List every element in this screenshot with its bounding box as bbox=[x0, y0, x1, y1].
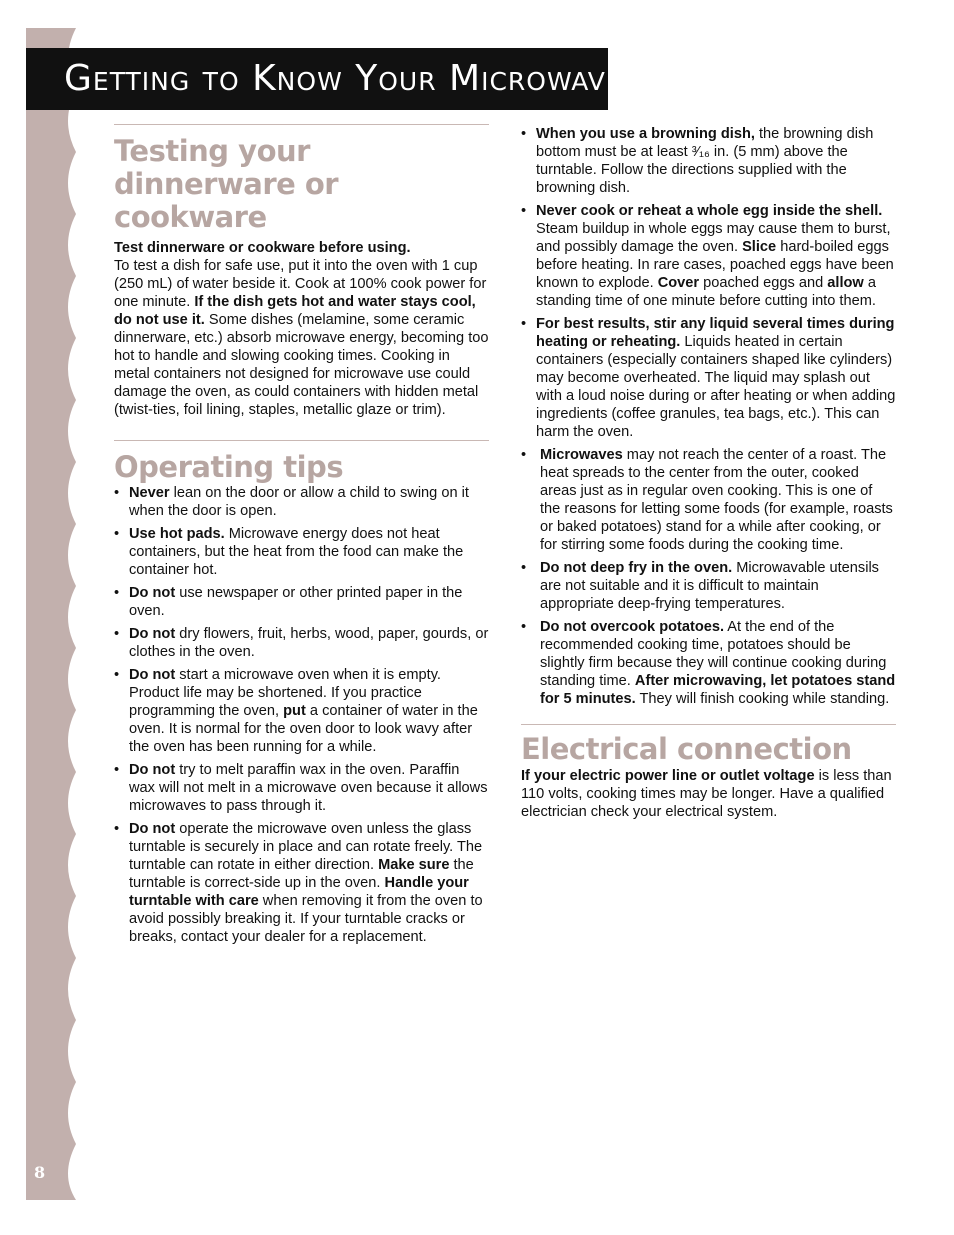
list-item: • When you use a browning dish, the browning dish bottom must be at least ³⁄₁₆ in. (5 mm) above the turntable. Follow the directions supplied with the browning dish. bbox=[521, 126, 874, 196]
list-item: • Do not deep fry in the oven. Microwavable utensils are not suitable and it is difficult to maintain appropriate deep-frying temperatures. bbox=[521, 560, 879, 612]
operating-tips-list bbox=[114, 484, 489, 946]
bullet-icon: • bbox=[521, 316, 527, 332]
bullet-icon: • bbox=[521, 619, 527, 635]
bullet-icon: • bbox=[521, 203, 527, 219]
list-item: • Do not start a microwave oven when it is empty. Product life may be shortened. If you practice programming the oven, put a container of water in the oven. It is normal for the oven door to look wavy after the oven has been running for a while. bbox=[114, 667, 478, 755]
list-item: • Never lean on the door or allow a child to swing on it when the door is open. bbox=[114, 485, 469, 519]
right-tips-list bbox=[521, 125, 896, 708]
list-item: • Do not use newspaper or other printed paper in the oven. bbox=[114, 585, 463, 619]
bullet-icon: • bbox=[521, 447, 527, 463]
page-number: 8 bbox=[34, 1163, 46, 1182]
testing-paragraph bbox=[114, 239, 489, 419]
list-item: • Do not dry flowers, fruit, herbs, wood, paper, gourds, or clothes in the oven. bbox=[114, 626, 489, 660]
bullet-icon: • bbox=[114, 526, 120, 542]
section-divider bbox=[521, 724, 896, 725]
bullet-icon: • bbox=[521, 560, 527, 576]
bullet-icon: • bbox=[114, 821, 120, 837]
testing-text-cont: Some dishes (melamine, some ceramic dinnerware, etc.) absorb microwave energy, becoming too hot to handle and slowing cooking times. Cooking in metal containers not designed for microwave use could damage the oven, as could containers with hidden metal (twist-ties, foil lining, staples, metallic glaze or trim). bbox=[114, 312, 489, 418]
left-column bbox=[114, 124, 489, 951]
list-item: • Do not operate the microwave oven unless the glass turntable is securely in place and can rotate freely. The turntable can rotate in either direction. Make sure the turntable is correct-side up in the oven. Handle your turntable with care when removing it from the oven to avoid possibly breaking it. If your turntable cracks or breaks, contact your dealer for a replacement. bbox=[114, 821, 483, 945]
right-column bbox=[521, 125, 896, 821]
bullet-icon: • bbox=[114, 585, 120, 601]
list-item: • Microwaves may not reach the center of a roast. The heat spreads to the center from the outer, cooked areas just as in regular oven cooking. This is one of the reasons for letting some foods (for example, roasts or baked potatoes) stand for a while after cooking, or for stirring some foods during the cooking time. bbox=[521, 447, 893, 553]
testing-heading: Testing your dinnerware or cookware bbox=[114, 134, 339, 234]
bullet-icon: • bbox=[114, 762, 120, 778]
bullet-icon: • bbox=[114, 485, 120, 501]
bullet-icon: • bbox=[114, 626, 120, 642]
decorative-wavy-band bbox=[26, 28, 86, 1200]
section-divider bbox=[114, 124, 489, 125]
bullet-icon: • bbox=[114, 667, 120, 683]
testing-lead: Test dinnerware or cookware before using. bbox=[114, 240, 411, 256]
list-item: • Do not try to melt paraffin wax in the oven. Paraffin wax will not melt in a microwave oven because it allows microwaves to pass through it. bbox=[114, 762, 488, 814]
page-title: Getting to Know Your Microwave Oven bbox=[64, 58, 720, 99]
section-divider bbox=[114, 440, 489, 441]
list-item: • Do not overcook potatoes. At the end of the recommended cooking time, potatoes should be slightly firm because they will continue cooking during standing time. After microwaving, let potatoes stand for 5 minutes. They will finish cooking while standing. bbox=[521, 619, 896, 707]
page-title-bar bbox=[26, 48, 720, 110]
list-item: • For best results, stir any liquid several times during heating or reheating. Liquids heated in certain containers (especially containers shaped like cylinders) may become overheated. The liquid may splash out with a loud noise during or after heating or when adding ingredients (coffee granules, tea bags, etc.). This can harm the oven. bbox=[521, 316, 896, 440]
bullet-icon: • bbox=[521, 126, 527, 142]
electrical-paragraph: If your electric power line or outlet voltage is less than 110 volts, cooking times may be longer. Have a qualified electrician check your electrical system. bbox=[521, 768, 892, 820]
list-item: • Never cook or reheat a whole egg inside the shell. Steam buildup in whole eggs may cause them to burst, and possibly damage the oven. Slice hard-boiled eggs before heating. In rare cases, poached eggs have been known to explode. Cover poached eggs and allow a standing time of one minute before cutting into them. bbox=[521, 203, 894, 309]
testing-warning: If the dish gets hot and water stays cool, do not use it. bbox=[114, 294, 476, 328]
electrical-heading: Electrical connection bbox=[521, 732, 852, 766]
list-item: • Use hot pads. Microwave energy does not heat containers, but the heat from the food can make the container hot. bbox=[114, 526, 464, 578]
operating-heading: Operating tips bbox=[114, 450, 344, 484]
testing-text: To test a dish for safe use, put it into the oven with 1 cup (250 mL) of water beside it. Cook at 100% cook power for one minute. bbox=[114, 258, 487, 310]
